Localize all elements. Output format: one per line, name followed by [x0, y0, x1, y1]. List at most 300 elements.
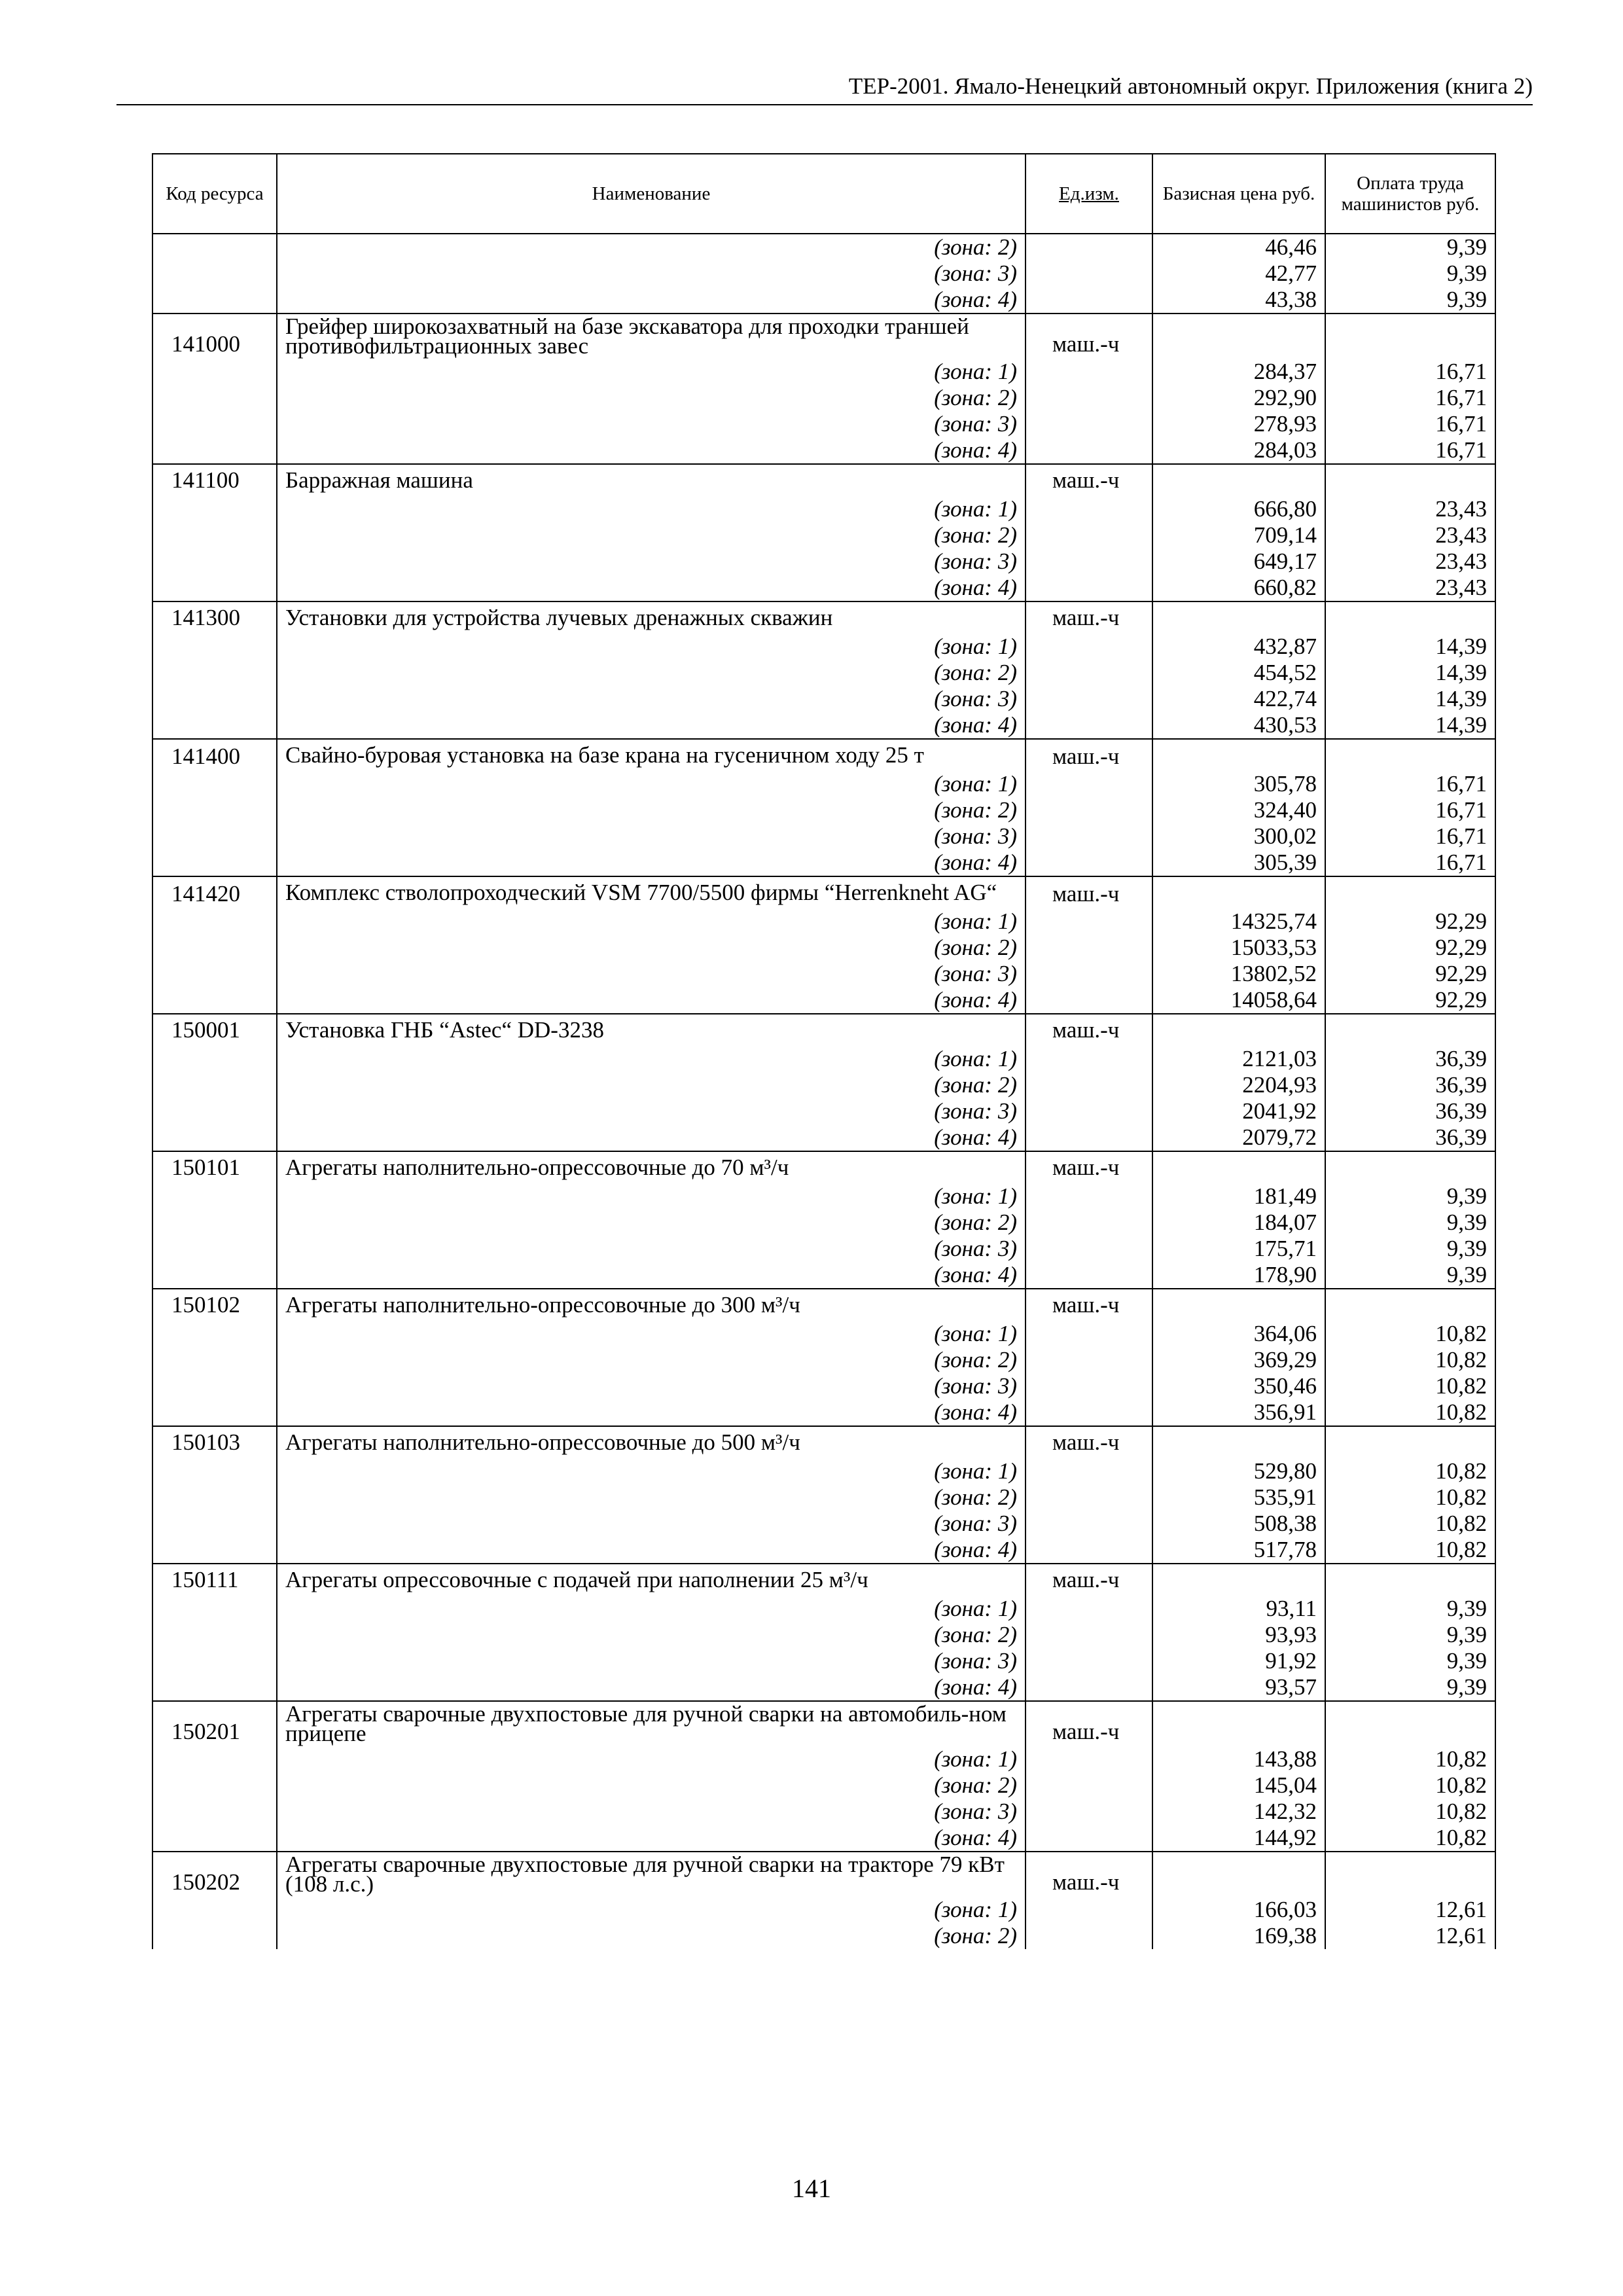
code-cell [152, 1183, 277, 1210]
wage-cell [1325, 1426, 1495, 1458]
table-row [152, 1373, 1495, 1399]
price-cell: 2041,92 [1152, 1098, 1325, 1124]
price-cell: 292,90 [1152, 385, 1325, 411]
table-row [152, 1622, 1495, 1648]
wage-cell: 36,39 [1325, 1072, 1495, 1098]
table-row [152, 1210, 1495, 1236]
price-cell: 529,80 [1152, 1458, 1325, 1484]
zone-cell: (зона: 3) [277, 260, 1026, 287]
unit-cell [1026, 1825, 1152, 1852]
code-cell [152, 575, 277, 601]
unit-cell [1026, 1458, 1152, 1484]
zone-cell: (зона: 3) [277, 1648, 1026, 1674]
unit-cell [1026, 850, 1152, 876]
table-row [152, 522, 1495, 548]
col-header-price: Базисная цена руб. [1152, 154, 1325, 234]
wage-cell: 14,39 [1325, 660, 1495, 686]
table-row [152, 385, 1495, 411]
resource-row [152, 1564, 1495, 1596]
table-row [152, 548, 1495, 575]
table-row [152, 234, 1495, 260]
unit-cell [1026, 1098, 1152, 1124]
table-row [152, 1236, 1495, 1262]
zone-cell: (зона: 4) [277, 850, 1026, 876]
table-row [152, 359, 1495, 385]
zone-cell: (зона: 2) [277, 797, 1026, 823]
wage-cell: 10,82 [1325, 1799, 1495, 1825]
wage-cell: 16,71 [1325, 823, 1495, 850]
resource-unit: маш.-ч [1026, 1014, 1152, 1046]
price-cell: 14058,64 [1152, 987, 1325, 1014]
zone-cell: (зона: 1) [277, 1596, 1026, 1622]
table-header-row [152, 154, 1495, 234]
wage-cell: 92,29 [1325, 908, 1495, 935]
resource-row [152, 464, 1495, 496]
table-row [152, 823, 1495, 850]
table-row [152, 987, 1495, 1014]
zone-cell: (зона: 4) [277, 1674, 1026, 1701]
price-cell: 43,38 [1152, 287, 1325, 314]
table-row [152, 660, 1495, 686]
wage-cell [1325, 1151, 1495, 1183]
price-cell [1152, 601, 1325, 634]
table-row [152, 1799, 1495, 1825]
resource-name: Барражная машина [277, 464, 1026, 496]
wage-cell: 10,82 [1325, 1373, 1495, 1399]
table-row [152, 1825, 1495, 1852]
unit-cell [1026, 1484, 1152, 1511]
unit-cell [1026, 1072, 1152, 1098]
price-cell: 2079,72 [1152, 1124, 1325, 1151]
code-cell [152, 496, 277, 522]
table-row [152, 686, 1495, 712]
zone-cell: (зона: 3) [277, 686, 1026, 712]
price-cell: 93,57 [1152, 1674, 1325, 1701]
code-cell [152, 1373, 277, 1399]
unit-cell [1026, 987, 1152, 1014]
code-cell [152, 1897, 277, 1923]
table-row [152, 1124, 1495, 1151]
code-cell [152, 1046, 277, 1072]
table-row [152, 961, 1495, 987]
resource-code: 141400 [152, 739, 277, 771]
resource-name: Агрегаты наполнительно-опрессовочные до 500 м³/ч [277, 1426, 1026, 1458]
wage-cell: 92,29 [1325, 987, 1495, 1014]
code-cell [152, 712, 277, 739]
zone-cell: (зона: 4) [277, 437, 1026, 464]
code-cell [152, 660, 277, 686]
price-cell: 666,80 [1152, 496, 1325, 522]
table-row [152, 908, 1495, 935]
resource-code: 150103 [152, 1426, 277, 1458]
wage-cell [1325, 464, 1495, 496]
price-cell [1152, 1426, 1325, 1458]
code-cell [152, 908, 277, 935]
code-cell [152, 1124, 277, 1151]
wage-cell: 10,82 [1325, 1347, 1495, 1373]
wage-cell [1325, 1852, 1495, 1897]
table-row [152, 1648, 1495, 1674]
wage-cell [1325, 1701, 1495, 1746]
unit-cell [1026, 437, 1152, 464]
unit-cell [1026, 1511, 1152, 1537]
wage-cell: 9,39 [1325, 1648, 1495, 1674]
wage-cell: 14,39 [1325, 686, 1495, 712]
unit-cell [1026, 1321, 1152, 1347]
code-cell [152, 522, 277, 548]
zone-cell: (зона: 3) [277, 1236, 1026, 1262]
unit-cell [1026, 1183, 1152, 1210]
wage-cell: 9,39 [1325, 1236, 1495, 1262]
table-row [152, 1347, 1495, 1373]
unit-cell [1026, 1399, 1152, 1426]
unit-cell [1026, 712, 1152, 739]
zone-cell: (зона: 1) [277, 496, 1026, 522]
price-cell: 15033,53 [1152, 935, 1325, 961]
code-cell [152, 1484, 277, 1511]
price-cell: 422,74 [1152, 686, 1325, 712]
resource-price-table [152, 153, 1496, 1949]
wage-cell: 9,39 [1325, 234, 1495, 260]
code-cell [152, 359, 277, 385]
price-cell: 305,78 [1152, 771, 1325, 797]
unit-cell [1026, 359, 1152, 385]
code-cell [152, 1399, 277, 1426]
col-header-unit [1026, 154, 1152, 234]
unit-cell [1026, 1648, 1152, 1674]
unit-cell [1026, 496, 1152, 522]
zone-cell: (зона: 4) [277, 1399, 1026, 1426]
wage-cell: 9,39 [1325, 287, 1495, 314]
code-cell [152, 1210, 277, 1236]
table-row [152, 287, 1495, 314]
code-cell [152, 1321, 277, 1347]
zone-cell: (зона: 4) [277, 1825, 1026, 1852]
zone-cell: (зона: 2) [277, 935, 1026, 961]
page-number: 141 [792, 2174, 831, 2203]
table-row [152, 411, 1495, 437]
price-cell: 46,46 [1152, 234, 1325, 260]
wage-cell: 23,43 [1325, 496, 1495, 522]
wage-cell: 36,39 [1325, 1098, 1495, 1124]
price-cell: 649,17 [1152, 548, 1325, 575]
price-cell: 430,53 [1152, 712, 1325, 739]
unit-cell [1026, 1347, 1152, 1373]
code-cell [152, 548, 277, 575]
wage-cell: 10,82 [1325, 1772, 1495, 1799]
table-row [152, 1772, 1495, 1799]
resource-name: Агрегаты сварочные двухпостовые для ручной сварки на автомобиль-ном прицепе [277, 1701, 1026, 1746]
wage-cell: 10,82 [1325, 1399, 1495, 1426]
price-cell [1152, 1564, 1325, 1596]
zone-cell: (зона: 3) [277, 961, 1026, 987]
wage-cell: 16,71 [1325, 437, 1495, 464]
zone-cell: (зона: 2) [277, 234, 1026, 260]
code-cell [152, 1511, 277, 1537]
unit-cell [1026, 385, 1152, 411]
zone-cell: (зона: 2) [277, 1347, 1026, 1373]
price-cell: 508,38 [1152, 1511, 1325, 1537]
price-cell: 184,07 [1152, 1210, 1325, 1236]
table-row [152, 1262, 1495, 1289]
table-row [152, 634, 1495, 660]
zone-cell: (зона: 1) [277, 771, 1026, 797]
resource-unit: маш.-ч [1026, 1151, 1152, 1183]
wage-cell: 16,71 [1325, 850, 1495, 876]
unit-cell [1026, 575, 1152, 601]
resource-code: 150111 [152, 1564, 277, 1596]
unit-cell [1026, 961, 1152, 987]
resource-code: 150201 [152, 1701, 277, 1746]
wage-cell: 9,39 [1325, 1262, 1495, 1289]
code-cell [152, 1072, 277, 1098]
price-cell: 181,49 [1152, 1183, 1325, 1210]
resource-row [152, 1014, 1495, 1046]
zone-cell: (зона: 4) [277, 1262, 1026, 1289]
resource-name: Агрегаты наполнительно-опрессовочные до 70 м³/ч [277, 1151, 1026, 1183]
price-cell [1152, 876, 1325, 908]
table-row [152, 1183, 1495, 1210]
unit-cell [1026, 935, 1152, 961]
zone-cell: (зона: 1) [277, 908, 1026, 935]
zone-cell: (зона: 1) [277, 1046, 1026, 1072]
running-header: ТЕР-2001. Ямало-Ненецкий автономный округ. Приложения (книга 2) [116, 73, 1533, 105]
wage-cell: 23,43 [1325, 522, 1495, 548]
code-cell [152, 1799, 277, 1825]
unit-cell [1026, 1897, 1152, 1923]
resource-row [152, 1289, 1495, 1321]
table-row [152, 1321, 1495, 1347]
zone-cell: (зона: 2) [277, 1210, 1026, 1236]
table-row [152, 1399, 1495, 1426]
resource-name: Агрегаты наполнительно-опрессовочные до 300 м³/ч [277, 1289, 1026, 1321]
zone-cell: (зона: 1) [277, 1746, 1026, 1772]
price-cell: 278,93 [1152, 411, 1325, 437]
price-cell: 2121,03 [1152, 1046, 1325, 1072]
price-cell [1152, 1701, 1325, 1746]
unit-cell [1026, 1923, 1152, 1949]
unit-cell [1026, 823, 1152, 850]
wage-cell [1325, 1014, 1495, 1046]
table-row [152, 935, 1495, 961]
unit-cell [1026, 634, 1152, 660]
wage-cell [1325, 1564, 1495, 1596]
zone-cell: (зона: 2) [277, 1622, 1026, 1648]
resource-row [152, 739, 1495, 771]
wage-cell: 10,82 [1325, 1458, 1495, 1484]
resource-row [152, 1701, 1495, 1746]
table-row [152, 1072, 1495, 1098]
wage-cell: 14,39 [1325, 712, 1495, 739]
price-cell: 305,39 [1152, 850, 1325, 876]
zone-cell: (зона: 2) [277, 522, 1026, 548]
table-row [152, 1674, 1495, 1701]
resource-name: Комплекс стволопроходческий VSM 7700/5500 фирмы “Herrenkneht AG“ [277, 876, 1026, 908]
price-cell [1152, 739, 1325, 771]
price-cell: 709,14 [1152, 522, 1325, 548]
wage-cell: 16,71 [1325, 385, 1495, 411]
wage-cell: 9,39 [1325, 1622, 1495, 1648]
zone-cell: (зона: 4) [277, 1537, 1026, 1564]
zone-cell: (зона: 1) [277, 634, 1026, 660]
price-cell: 660,82 [1152, 575, 1325, 601]
unit-cell [1026, 686, 1152, 712]
wage-cell: 9,39 [1325, 1210, 1495, 1236]
resource-row [152, 876, 1495, 908]
price-cell: 432,87 [1152, 634, 1325, 660]
price-cell: 284,03 [1152, 437, 1325, 464]
price-cell: 517,78 [1152, 1537, 1325, 1564]
resource-name: Грейфер широкозахватный на базе экскаватора для проходки траншей противофильтрационных завес [277, 314, 1026, 359]
zone-cell: (зона: 2) [277, 1072, 1026, 1098]
code-cell [152, 1236, 277, 1262]
price-cell: 364,06 [1152, 1321, 1325, 1347]
code-cell [152, 1772, 277, 1799]
resource-unit: маш.-ч [1026, 314, 1152, 359]
unit-cell [1026, 908, 1152, 935]
code-cell [152, 1262, 277, 1289]
code-cell [152, 1596, 277, 1622]
code-cell [152, 686, 277, 712]
wage-cell: 16,71 [1325, 771, 1495, 797]
resource-unit: маш.-ч [1026, 739, 1152, 771]
resource-unit: маш.-ч [1026, 464, 1152, 496]
wage-cell: 9,39 [1325, 1183, 1495, 1210]
code-cell [152, 771, 277, 797]
price-cell: 93,11 [1152, 1596, 1325, 1622]
table-row [152, 1484, 1495, 1511]
unit-cell [1026, 1799, 1152, 1825]
wage-cell: 10,82 [1325, 1825, 1495, 1852]
price-cell: 284,37 [1152, 359, 1325, 385]
price-cell: 13802,52 [1152, 961, 1325, 987]
wage-cell: 92,29 [1325, 935, 1495, 961]
zone-cell: (зона: 1) [277, 1458, 1026, 1484]
zone-cell: (зона: 4) [277, 987, 1026, 1014]
unit-cell [1026, 1373, 1152, 1399]
table-row [152, 1046, 1495, 1072]
resource-unit: маш.-ч [1026, 1852, 1152, 1897]
zone-cell: (зона: 3) [277, 823, 1026, 850]
wage-cell: 16,71 [1325, 797, 1495, 823]
table-row [152, 1897, 1495, 1923]
table-row [152, 437, 1495, 464]
price-cell: 350,46 [1152, 1373, 1325, 1399]
zone-cell: (зона: 3) [277, 1511, 1026, 1537]
table-row [152, 1537, 1495, 1564]
resource-unit: маш.-ч [1026, 1426, 1152, 1458]
table-row [152, 1511, 1495, 1537]
code-cell [152, 987, 277, 1014]
wage-cell: 23,43 [1325, 575, 1495, 601]
code-cell [152, 234, 277, 260]
wage-cell: 14,39 [1325, 634, 1495, 660]
resource-name: Установки для устройства лучевых дренажных скважин [277, 601, 1026, 634]
resource-code: 150102 [152, 1289, 277, 1321]
price-cell: 14325,74 [1152, 908, 1325, 935]
resource-unit: маш.-ч [1026, 876, 1152, 908]
price-cell: 166,03 [1152, 1897, 1325, 1923]
unit-cell [1026, 1210, 1152, 1236]
wage-cell [1325, 1289, 1495, 1321]
zone-cell: (зона: 2) [277, 1923, 1026, 1949]
zone-cell: (зона: 1) [277, 1897, 1026, 1923]
zone-cell: (зона: 1) [277, 1321, 1026, 1347]
wage-cell [1325, 739, 1495, 771]
resource-name: Свайно-буровая установка на базе крана на гусеничном ходу 25 т [277, 739, 1026, 771]
resource-unit: маш.-ч [1026, 1701, 1152, 1746]
code-cell [152, 1537, 277, 1564]
table-row [152, 1596, 1495, 1622]
table-row [152, 712, 1495, 739]
wage-cell: 9,39 [1325, 260, 1495, 287]
wage-cell: 12,61 [1325, 1897, 1495, 1923]
col-header-code: Код ресурса [152, 154, 277, 234]
table-body [152, 234, 1495, 1949]
zone-cell: (зона: 4) [277, 287, 1026, 314]
col-header-wage: Оплата труда машинистов руб. [1325, 154, 1495, 234]
wage-cell [1325, 876, 1495, 908]
wage-cell: 10,82 [1325, 1321, 1495, 1347]
col-header-unit-text: Ед.изм. [1059, 183, 1119, 204]
code-cell [152, 961, 277, 987]
wage-cell [1325, 314, 1495, 359]
resource-code: 141100 [152, 464, 277, 496]
code-cell [152, 1923, 277, 1949]
unit-cell [1026, 234, 1152, 260]
price-cell [1152, 1151, 1325, 1183]
code-cell [152, 634, 277, 660]
unit-cell [1026, 771, 1152, 797]
code-cell [152, 1622, 277, 1648]
zone-cell: (зона: 2) [277, 385, 1026, 411]
code-cell [152, 1458, 277, 1484]
price-cell [1152, 314, 1325, 359]
code-cell [152, 1825, 277, 1852]
col-header-name: Наименование [277, 154, 1026, 234]
unit-cell [1026, 1262, 1152, 1289]
price-cell: 93,93 [1152, 1622, 1325, 1648]
table-row [152, 260, 1495, 287]
zone-cell: (зона: 1) [277, 1183, 1026, 1210]
unit-cell [1026, 1622, 1152, 1648]
unit-cell [1026, 260, 1152, 287]
zone-cell: (зона: 3) [277, 548, 1026, 575]
wage-cell: 9,39 [1325, 1674, 1495, 1701]
price-cell: 324,40 [1152, 797, 1325, 823]
code-cell [152, 1746, 277, 1772]
code-cell [152, 385, 277, 411]
resource-row [152, 1426, 1495, 1458]
resource-unit: маш.-ч [1026, 1564, 1152, 1596]
table-row [152, 1923, 1495, 1949]
table-row [152, 850, 1495, 876]
price-cell: 369,29 [1152, 1347, 1325, 1373]
price-cell: 454,52 [1152, 660, 1325, 686]
wage-cell: 9,39 [1325, 1596, 1495, 1622]
zone-cell: (зона: 3) [277, 411, 1026, 437]
unit-cell [1026, 797, 1152, 823]
code-cell [152, 850, 277, 876]
wage-cell: 36,39 [1325, 1124, 1495, 1151]
price-cell [1152, 1014, 1325, 1046]
code-cell [152, 1098, 277, 1124]
resource-row [152, 1151, 1495, 1183]
table-row [152, 1746, 1495, 1772]
zone-cell: (зона: 3) [277, 1799, 1026, 1825]
unit-cell [1026, 1772, 1152, 1799]
price-cell: 300,02 [1152, 823, 1325, 850]
